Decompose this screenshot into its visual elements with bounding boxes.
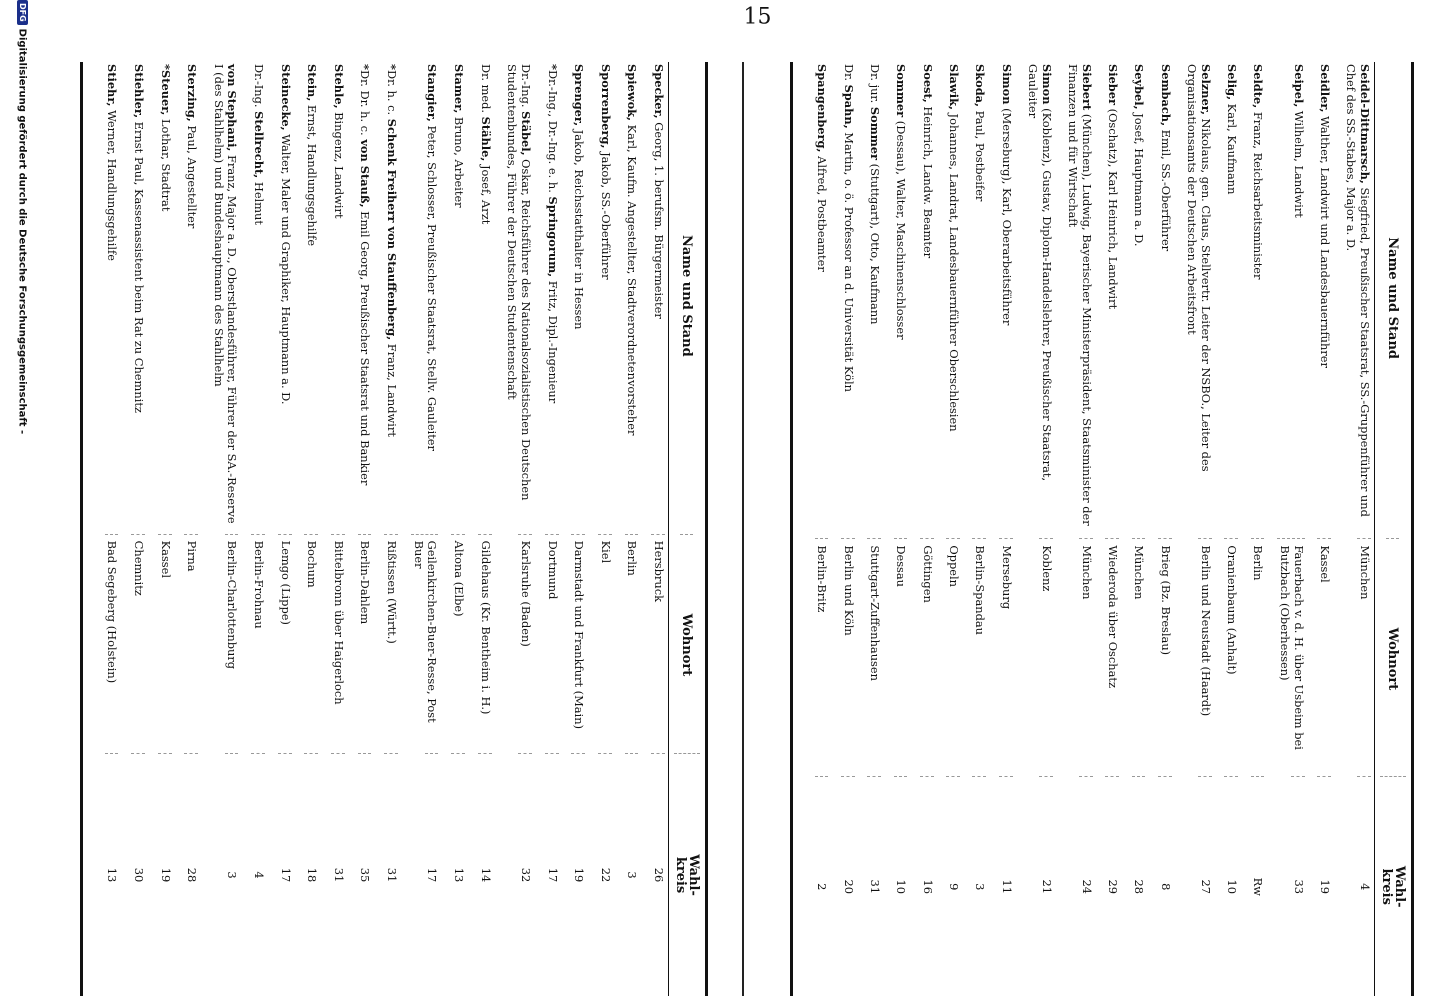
cell-wahlkreis: 10 <box>1224 776 1238 995</box>
cell-name-stand <box>1025 62 1053 538</box>
cell-name-stand <box>1065 62 1093 538</box>
person-name: Sembach, <box>1158 64 1173 127</box>
cell-wohnort: Dortmund <box>545 534 559 753</box>
person-name: Soest, <box>920 64 935 103</box>
person-details: Lothar, Stadtrat <box>158 115 173 212</box>
cell-wohnort: Altona (Elbe) <box>451 534 465 753</box>
person-name: Seipel, <box>1291 64 1306 108</box>
person-name: Seybel, <box>1132 64 1147 110</box>
cell-name-stand <box>251 62 265 534</box>
table-row <box>1105 62 1119 996</box>
cell-wahlkreis: 3 <box>625 753 639 996</box>
cell-wahlkreis: 13 <box>105 753 119 996</box>
person-details: Emil, SS.-Oberführer <box>1158 126 1173 252</box>
cell-name-stand <box>571 62 585 534</box>
cell-wahlkreis: 17 <box>545 753 559 996</box>
table-row <box>478 62 492 996</box>
person-details: (Dessau), Walter, Maschinenschlosser <box>894 117 909 340</box>
cell-wahlkreis: 2 <box>815 776 829 995</box>
person-name: Spahn, <box>841 84 856 129</box>
cell-wahlkreis: 33 <box>1291 776 1305 995</box>
person-name: Selzner, <box>1198 64 1213 115</box>
cell-wahlkreis: 28 <box>1132 776 1146 995</box>
cell-wahlkreis: 11 <box>999 776 1013 995</box>
cell-wohnort: Lemgo (Lippe) <box>278 534 292 753</box>
person-details: Bruno, Arbeiter <box>452 113 467 208</box>
person-details: Karl, Kaufm. Angestellter, Stadtverordnetenvorsteher <box>625 121 640 436</box>
cell-name-stand <box>358 62 372 534</box>
person-name: Seldte, <box>1251 64 1266 109</box>
cell-name-stand <box>1251 62 1265 538</box>
person-name: Spiewok, <box>625 64 640 122</box>
cell-wohnort: Bochum <box>304 534 318 753</box>
table-row <box>1132 62 1146 996</box>
asterisk-mark: * <box>158 64 173 70</box>
cell-wahlkreis: 4 <box>251 753 265 996</box>
cell-wahlkreis: 3 <box>972 776 986 995</box>
person-details: Wilhelm, Landwirt <box>1291 107 1306 218</box>
person-details: Martin, o. ö. Professor an d. Universität Köln <box>841 128 856 392</box>
cell-wahlkreis: 17 <box>278 753 292 996</box>
cell-wohnort: Darmstadt und Frankfurt (Main) <box>571 534 585 753</box>
table-row <box>105 62 119 996</box>
person-name: Specker, <box>652 64 666 119</box>
person-name: Slawik, <box>946 64 961 110</box>
cell-name-stand <box>999 62 1013 538</box>
person-details: Ernst, Handlungsgehilfe <box>305 101 320 247</box>
cell-wohnort: Berlin <box>1251 538 1265 776</box>
header-name: Name und Stand <box>1385 237 1401 360</box>
cell-wahlkreis: 8 <box>1158 776 1172 995</box>
cell-wohnort: Stuttgart-Zuffenhausen <box>867 538 881 776</box>
cell-wohnort: Berlin und Neustadt (Haardt) <box>1198 538 1212 776</box>
person-details: (Stuttgart), Otto, Kaufmann <box>868 160 883 325</box>
person-name: Seidler, <box>1317 64 1332 113</box>
cell-wohnort: Karlsruhe (Baden) <box>518 534 532 753</box>
cell-wohnort: Bittelbronn über Haigerloch <box>331 534 345 753</box>
person-name: Stähle, <box>478 116 493 162</box>
person-details: (Oschatz), Karl Heinrich, Landwirt <box>1106 105 1121 310</box>
dfg-logo: DFG <box>17 0 28 25</box>
cell-name-stand <box>1132 62 1146 538</box>
cell-name-stand <box>278 62 292 534</box>
cell-name-stand <box>184 62 198 534</box>
person-name: Sieber <box>1106 64 1121 106</box>
person-details: Franz, Reichsarbeitsminister <box>1251 108 1266 280</box>
cell-name-stand <box>331 62 345 534</box>
person-details: Georg, 1. berufsm. Bürgermeister <box>652 118 666 319</box>
title-prefix: Dr.-Ing. <box>252 64 267 112</box>
cell-name-stand <box>867 62 881 538</box>
table-row <box>972 62 986 996</box>
cell-wahlkreis: 28 <box>184 753 198 996</box>
cell-wohnort: Kiel <box>598 534 612 753</box>
person-details: Nikolaus, gen. Claus, Stellvertr. Leiter der NSBO., Leiter des Organisationsamts der Deutschen Arbeitsfront <box>1185 64 1213 472</box>
cell-name-stand <box>815 62 829 538</box>
cell-wahlkreis: 30 <box>131 753 145 996</box>
cell-wohnort: München <box>1132 538 1146 776</box>
cell-name-stand <box>504 62 532 534</box>
table-row <box>131 62 145 996</box>
person-name: von Stephani, <box>225 64 240 152</box>
person-details: (München), Ludwig, Bayerischer Ministerpräsident, Staatsminister der Finanzen und für Wirtschaft <box>1066 64 1094 526</box>
person-name: Skoda, <box>973 64 988 108</box>
asterisk-mark: * <box>358 64 373 70</box>
person-name: Sterzing, <box>185 64 200 122</box>
cell-name-stand <box>1105 62 1119 538</box>
cell-wahlkreis: 4 <box>1357 776 1371 995</box>
person-name: Simon <box>1039 64 1054 105</box>
person-details: Josef, Arzt <box>478 161 493 225</box>
cell-wohnort: Berlin-Spandau <box>972 538 986 776</box>
table-row <box>1251 62 1265 996</box>
cell-wahlkreis: 19 <box>158 753 172 996</box>
cell-wahlkreis: 18 <box>304 753 318 996</box>
cell-name-stand <box>384 62 398 534</box>
person-details: Walther, Landwirt und Landesbauernführer <box>1317 112 1332 368</box>
cell-name-stand <box>841 62 855 538</box>
left-table <box>790 62 1414 996</box>
person-name: Stiehler, <box>131 64 146 119</box>
cell-wahlkreis: 10 <box>894 776 908 995</box>
person-name: Stehle, <box>331 64 346 109</box>
cell-name-stand <box>651 62 665 534</box>
person-name: Seidel-Dittmarsch, <box>1358 64 1372 184</box>
table-header <box>1374 62 1411 996</box>
person-name: Simon <box>999 64 1014 105</box>
cell-name-stand <box>304 62 318 534</box>
table-row <box>946 62 960 996</box>
table-row <box>625 62 639 996</box>
table-row <box>651 62 665 996</box>
table-row <box>1317 62 1331 996</box>
cell-wohnort: Göttingen <box>920 538 934 776</box>
asterisk-mark: * <box>385 64 400 70</box>
cell-name-stand <box>131 62 145 534</box>
cell-wohnort: Fauerbach v. d. H. über Usbeim bei Butzbach (Oberhessen) <box>1277 538 1305 776</box>
person-details: Bingenz, Landwirt <box>331 108 346 219</box>
table-row <box>451 62 465 996</box>
cell-wohnort: Berlin-Frohnau <box>251 534 265 753</box>
cell-wohnort: Kassel <box>1317 538 1331 776</box>
table-row <box>304 62 318 996</box>
cell-wohnort: Dessau <box>894 538 908 776</box>
cell-wahlkreis: 21 <box>1039 776 1053 995</box>
cell-wahlkreis: 14 <box>478 753 492 996</box>
cell-wahlkreis: 35 <box>358 753 372 996</box>
person-details: Ernst Paul, Kassenassistent beim Rat zu Chemnitz <box>131 118 146 413</box>
page-number: 15 <box>743 4 772 30</box>
cell-name-stand <box>1184 62 1212 538</box>
cell-wahlkreis: 31 <box>331 753 345 996</box>
cell-wahlkreis: 27 <box>1198 776 1212 995</box>
title-prefix: Dr.-Ing. <box>519 64 534 112</box>
table-row <box>158 62 172 996</box>
person-name: Stellrecht, <box>252 111 267 179</box>
cell-name-stand <box>1343 62 1371 538</box>
cell-name-stand <box>545 62 559 534</box>
person-details: Emil Georg, Preußischer Staatsrat und Bankier <box>358 207 373 486</box>
cell-wohnort: Oppeln <box>946 538 960 776</box>
title-prefix: Dr.-Ing., Dr.-Ing. e. h. <box>545 69 560 197</box>
person-name: Spangenberg, <box>815 64 830 153</box>
table-row <box>1158 62 1172 996</box>
table-row <box>358 62 372 996</box>
person-details: Peter, Schlosser, Preußischer Staatsrat, Stellv. Gauleiter <box>425 121 440 451</box>
center-divider <box>742 62 744 996</box>
table-row <box>331 62 345 996</box>
table-row <box>1025 62 1053 996</box>
table-row <box>1343 62 1371 996</box>
title-prefix: Dr. h. c. <box>385 69 400 119</box>
person-name: Stamer, <box>452 64 467 114</box>
cell-wahlkreis: 31 <box>867 776 881 995</box>
table-row <box>1277 62 1305 996</box>
person-details: Werner, Handlungsgehilfe <box>105 106 120 261</box>
asterisk-mark: * <box>545 64 560 70</box>
header-wohnort: Wohnort <box>681 534 694 753</box>
person-details: Helmut <box>252 178 267 225</box>
cell-name-stand <box>625 62 639 534</box>
cell-wahlkreis: 20 <box>841 776 855 995</box>
person-name: Siebert <box>1079 64 1094 111</box>
cell-wohnort: Geilenkirchen-Buer-Resse, Post Buer <box>411 534 439 753</box>
cell-wohnort: Oranienbaum (Anhalt) <box>1224 538 1238 776</box>
cell-wohnort: Koblenz <box>1039 538 1053 776</box>
person-details: Josef, Hauptmann a. D. <box>1132 109 1147 247</box>
cell-name-stand <box>1158 62 1172 538</box>
person-details: Walter, Maler und Graphiker, Hauptmann a. D. <box>278 130 293 405</box>
cell-name-stand <box>894 62 908 538</box>
person-details: Jakob, SS.-Oberführer <box>598 148 613 280</box>
person-name: Stiehr, <box>105 64 120 107</box>
header-wohnort: Wohnort <box>1387 538 1400 776</box>
person-details: (Merseburg), Karl, Oberarbeitsführer <box>999 104 1014 326</box>
cell-wohnort: Gildehaus (Kr. Bentheim i. H.) <box>478 534 492 753</box>
table-row <box>1184 62 1212 996</box>
cell-name-stand <box>598 62 612 534</box>
cell-wahlkreis: 16 <box>920 776 934 995</box>
cell-wahlkreis: 24 <box>1079 776 1093 995</box>
table-row <box>815 62 829 996</box>
cell-wahlkreis: 29 <box>1105 776 1119 995</box>
cell-wahlkreis: 32 <box>518 753 532 996</box>
table-row <box>894 62 908 996</box>
person-name: Schenk Freiherr von Stauffenberg, <box>385 118 400 341</box>
cell-wohnort: Brieg (Bz. Breslau) <box>1158 538 1172 776</box>
table-header <box>668 62 705 996</box>
header-wahlkreis: Wahl- kreis <box>674 753 700 996</box>
table-row <box>211 62 239 996</box>
person-name: von Stauß, <box>358 139 373 208</box>
table-body <box>797 62 1371 996</box>
cell-wahlkreis: 19 <box>571 753 585 996</box>
cell-wohnort: Pirna <box>184 534 198 753</box>
digitization-text: Digitalisierung gefördert durch die Deutsche Forschungsgemeinschaft - <box>16 28 28 435</box>
person-details: Franz, Landwirt <box>385 340 400 437</box>
person-name: Sprenger, <box>572 64 587 127</box>
person-name: Sommer <box>868 106 883 161</box>
cell-wahlkreis: 26 <box>651 753 665 996</box>
person-name: Stein, <box>305 64 320 102</box>
cell-wohnort: Berlin und Köln <box>841 538 855 776</box>
header-name: Name und Stand <box>679 234 695 357</box>
cell-wohnort: Hersbruck <box>651 534 665 753</box>
person-details: Paul, Postbeifer <box>973 107 988 202</box>
table-row <box>867 62 881 996</box>
cell-wahlkreis: Rw <box>1251 776 1265 995</box>
cell-wahlkreis: 9 <box>946 776 960 995</box>
cell-name-stand <box>478 62 492 534</box>
table-row <box>571 62 585 996</box>
cell-wahlkreis: 17 <box>425 753 439 996</box>
cell-name-stand <box>211 62 239 534</box>
title-prefix: Dr. jur. <box>868 64 883 107</box>
title-prefix: Dr. med. <box>478 64 493 117</box>
cell-wohnort: Berlin <box>625 534 639 753</box>
cell-wahlkreis: 31 <box>384 753 398 996</box>
cell-name-stand <box>451 62 465 534</box>
cell-wohnort: Rißtissen (Württ.) <box>384 534 398 753</box>
person-name: Stäbel, <box>519 111 534 156</box>
person-name: Steuer, <box>158 69 173 116</box>
table-row <box>999 62 1013 996</box>
cell-name-stand <box>105 62 119 534</box>
table-row <box>411 62 439 996</box>
table-row <box>1065 62 1093 996</box>
person-details: Karl, Kaufmann <box>1225 100 1240 195</box>
table-row <box>278 62 292 996</box>
cell-wahlkreis: 22 <box>598 753 612 996</box>
cell-wohnort: Berlin-Charlottenburg <box>225 534 239 753</box>
table-row <box>841 62 855 996</box>
cell-name-stand <box>920 62 934 538</box>
person-name: Selig, <box>1225 64 1240 101</box>
person-name: Stangier, <box>425 64 440 122</box>
person-details: (Koblenz), Gustav, Diplom-Handelslehrer, Preußischer Staatsrat, Gauleiter <box>1025 64 1054 482</box>
table-row <box>251 62 265 996</box>
table-row <box>920 62 934 996</box>
cell-wahlkreis: 19 <box>1317 776 1331 995</box>
cell-name-stand <box>1291 62 1305 538</box>
person-details: Franz, Major a. D., Oberstlandesführer, Führer der SA.-Reserve I (des Stahlhelm) und Bundeshauptmann des Stahlhelm <box>211 64 240 524</box>
cell-name-stand <box>1224 62 1238 538</box>
cell-wahlkreis: 3 <box>225 753 239 996</box>
header-wahlkreis: Wahl- kreis <box>1380 776 1406 995</box>
cell-name-stand <box>425 62 439 534</box>
cell-wohnort: Berlin-Britz <box>815 538 829 776</box>
person-details: Alfred, Postbeamter <box>815 152 830 272</box>
person-name: Springorum, <box>545 196 560 278</box>
cell-wohnort: Kassel <box>158 534 172 753</box>
person-details: Jakob, Reichsstatthalter in Hessen <box>572 126 587 330</box>
person-name: Steinecke, <box>278 64 293 131</box>
table-row <box>504 62 532 996</box>
person-details: Heinrich, Landw. Beamter <box>920 102 935 259</box>
table-body <box>87 62 665 996</box>
digitization-note <box>17 0 29 1000</box>
cell-wahlkreis: 13 <box>451 753 465 996</box>
person-name: Sommer <box>894 64 909 118</box>
right-table <box>80 62 708 996</box>
person-name: Sporrenberg, <box>598 64 613 149</box>
person-details: Oskar, Reichsführer des Nationalsozialistischen Deutschen Studentenbundes, Führer der Deutschen Studentenschaft <box>505 64 534 501</box>
person-details: Siegfried, Preußischer Staatsrat, SS.-Gruppenführer und Chef des SS.-Stabes, Major a. D. <box>1344 64 1372 517</box>
person-details: Johannes, Landrat, Landesbauernführer Oberschlesien <box>946 109 961 432</box>
cell-wohnort: München <box>1079 538 1093 776</box>
person-details: Paul, Angestellter <box>185 121 200 229</box>
cell-wohnort: Chemnitz <box>131 534 145 753</box>
table-row <box>598 62 612 996</box>
title-prefix: Dr. Dr. h. c. <box>358 69 373 140</box>
table-row <box>545 62 559 996</box>
cell-name-stand <box>972 62 986 538</box>
cell-name-stand <box>946 62 960 538</box>
cell-wohnort: Berlin-Dahlem <box>358 534 372 753</box>
cell-wohnort: Merseburg <box>999 538 1013 776</box>
table-row <box>184 62 198 996</box>
cell-wohnort: Bad Segeberg (Holstein) <box>105 534 119 753</box>
title-prefix: Dr. <box>841 64 856 85</box>
table-row <box>384 62 398 996</box>
person-details: Fritz, Dipl.-Ingenieur <box>545 277 560 404</box>
table-row <box>1224 62 1238 996</box>
cell-wohnort: München <box>1357 538 1371 776</box>
cell-name-stand <box>1317 62 1331 538</box>
cell-wohnort: Wiederoda über Oschatz <box>1105 538 1119 776</box>
cell-name-stand <box>158 62 172 534</box>
